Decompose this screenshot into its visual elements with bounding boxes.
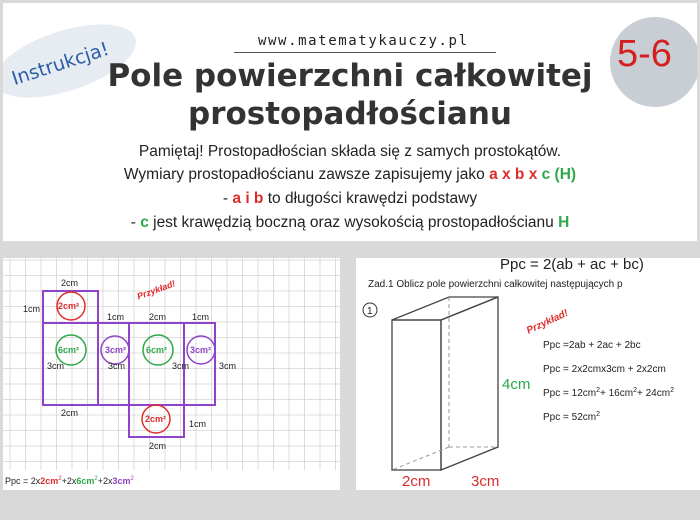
page-title-line2: prostopadłościanu	[188, 96, 512, 132]
main-formula: Ppc = 2(ab + ac + bc)	[500, 258, 644, 273]
header-panel	[3, 3, 697, 241]
dim-h: (H)	[550, 166, 577, 183]
rule4-text: jest krawędzią boczną oraz wysokością prostopadłościanu	[148, 214, 559, 231]
dim-bottom-2cm: 2cm	[61, 408, 79, 418]
net-formula-e3: 2	[130, 476, 134, 482]
rule3-ab: a i b	[232, 190, 264, 207]
cuboid-side-face	[441, 297, 498, 470]
rule4-h: H	[558, 214, 570, 231]
rule3-dash: -	[222, 190, 233, 207]
dim-bottom2-2cm: 2cm	[149, 441, 167, 451]
cuboid	[392, 297, 498, 470]
page-title-line1: Pole powierzchni całkowitej	[107, 58, 593, 94]
dim-left-3cm: 3cm	[47, 361, 65, 371]
face-3a-area: 3cm²	[105, 345, 127, 355]
box-width: 2cm	[402, 473, 431, 490]
net-formula-v3: 3cm	[112, 476, 131, 486]
website-underline	[234, 52, 496, 53]
dim-b: b	[514, 166, 525, 183]
face-3b-area: 3cm²	[190, 345, 212, 355]
dim-right-1cm: 1cm	[192, 312, 210, 322]
rule2-text: Wymiary prostopadłościanu zawsze zapisujemy jako	[123, 166, 485, 183]
cuboid-front-face	[392, 320, 441, 470]
face-bottom-area: 2cm²	[145, 414, 167, 424]
net-formula-prefix: Ppc = 2x	[5, 476, 41, 486]
step-3	[543, 387, 674, 399]
cuboid-top-face	[392, 297, 498, 320]
step-3-e2: 2	[633, 387, 637, 394]
net-panel	[3, 258, 340, 490]
dim-left-1cm: 1cm	[23, 304, 41, 314]
website-link[interactable]: www.matematykauczy.pl	[258, 33, 469, 49]
box-height: 4cm	[502, 376, 531, 393]
net-example-label: Przykład!	[135, 278, 177, 302]
face-6a-area: 6cm²	[58, 345, 80, 355]
step-1: Ppc =2ab + 2ac + 2bc	[543, 340, 641, 351]
face-6b-area: 6cm²	[146, 345, 168, 355]
dim-right-3cm: 3cm	[219, 361, 237, 371]
box-panel	[356, 258, 700, 490]
box-example-label: Przykład!	[525, 307, 570, 337]
dim-c: c	[541, 166, 551, 183]
grade-label: 5-6	[617, 33, 672, 75]
step-4-a: Ppc = 52cm	[543, 412, 597, 423]
rule-line-2	[3, 166, 697, 184]
rule-line-4	[3, 214, 697, 232]
net-formula-v1: 2cm	[40, 476, 59, 486]
rule4-dash: -	[130, 214, 141, 231]
step-4-e: 2	[596, 411, 600, 418]
net-formula-p3: +2x	[97, 476, 113, 486]
dim-x1: x	[497, 166, 515, 183]
task-number: 1	[367, 306, 373, 317]
dim-mid-1cm: 1cm	[107, 312, 125, 322]
step-3-c: + 24cm	[636, 388, 671, 399]
net-formula	[5, 476, 135, 486]
rule-line-1: Pamiętaj! Prostopadłościan składa się z samych prostokątów.	[138, 143, 562, 160]
net-diagram	[3, 258, 340, 490]
step-3-e3: 2	[670, 387, 674, 394]
step-3-b: + 16cm	[600, 388, 634, 399]
dim-top-2cm: 2cm	[61, 278, 79, 288]
rule-line-3	[3, 190, 697, 208]
dim-mid-3cm-a: 3cm	[108, 361, 126, 371]
box-depth: 3cm	[471, 473, 500, 490]
face-top-area: 2cm²	[58, 301, 80, 311]
step-4	[543, 411, 600, 423]
box-diagram	[356, 258, 700, 490]
dim-bottom-1cm: 1cm	[189, 419, 207, 429]
dim-mid-2cm: 2cm	[149, 312, 167, 322]
dim-a: a	[489, 166, 498, 183]
step-2: Ppc = 2x2cmx3cm + 2x2cm	[543, 364, 666, 375]
rule3-text: to długości krawędzi podstawy	[263, 190, 478, 207]
net-formula-v2: 6cm	[76, 476, 95, 486]
cuboid-hidden-edges	[392, 297, 498, 470]
dim-x2: x	[524, 166, 542, 183]
rule4-c: c	[140, 214, 149, 231]
net-formula-e1: 2	[58, 476, 62, 482]
step-3-a: Ppc = 12cm	[543, 388, 597, 399]
task-text: Zad.1 Oblicz pole powierzchni całkowitej następujących p	[368, 279, 623, 290]
instruction-label: Instrukcja!	[9, 37, 112, 91]
net-formula-e2: 2	[94, 476, 98, 482]
dim-mid-3cm-b: 3cm	[172, 361, 190, 371]
step-3-e1: 2	[596, 387, 600, 394]
net-formula-p2: +2x	[61, 476, 77, 486]
